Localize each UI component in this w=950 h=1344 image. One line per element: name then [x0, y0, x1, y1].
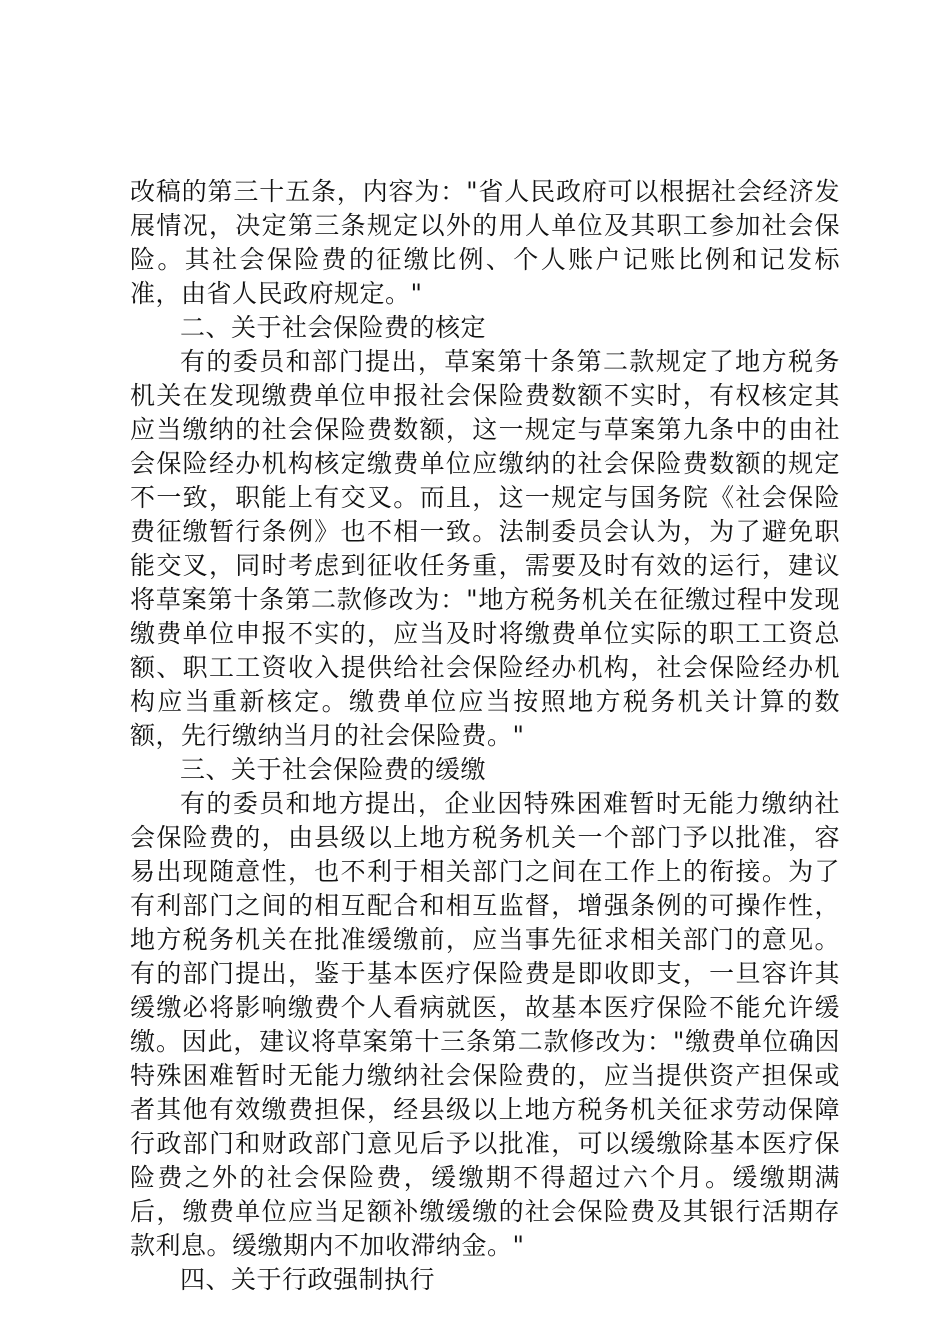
section-heading-3: 三、关于社会保险费的缓缴: [180, 755, 487, 784]
paragraph-continuation: 改稿的第三十五条，内容为："省人民政府可以根据社会经济发展情况，决定第三条规定以外的用人单位及其职工参加社会保险。其社会保险费的征缴比例、个人账户记账比例和记发标准，由省人民政府规定。": [130, 177, 840, 308]
section-heading-4: 四、关于行政强制执行: [180, 1265, 436, 1294]
paragraph-section-2: 有的委员和部门提出，草案第十条第二款规定了地方税务机关在发现缴费单位申报社会保险费数额不实时，有权核定其应当缴纳的社会保险费数额，这一规定与草案第九条中的由社会保险经办机构核定缴费单位应缴纳的社会保险费数额的规定不一致，职能上有交叉。而且，这一规定与国务院《社会保险费征缴暂行条例》也不相一致。法制委员会认为，为了避免职能交叉，同时考虑到征收任务重，需要及时有效的运行，建议将草案第十条第二款修改为："地方税务机关在征缴过程中发现缴费单位申报不实的，应当及时将缴费单位实际的职工工资总额、职工工资收入提供给社会保险经办机构，社会保险经办机构应当重新核定。缴费单位应当按照地方税务机关计算的数额，先行缴纳当月的社会保险费。": [130, 347, 840, 750]
section-heading-2: 二、关于社会保险费的核定: [180, 313, 487, 342]
paragraph-section-3: 有的委员和地方提出，企业因特殊困难暂时无能力缴纳社会保险费的，由县级以上地方税务机关一个部门予以批准，容易出现随意性，也不利于相关部门之间在工作上的衔接。为了有利部门之间的相互配合和相互监督，增强条例的可操作性，地方税务机关在批准缓缴前，应当事先征求相关部门的意见。有的部门提出，鉴于基本医疗保险费是即收即支，一旦容许其缓缴必将影响缴费个人看病就医，故基本医疗保险不能允许缓缴。因此，建议将草案第十三条第二款修改为："缴费单位确因特殊困难暂时无能力缴纳社会保险费的，应当提供资产担保或者其他有效缴费担保，经县级以上地方税务机关征求劳动保障行政部门和财政部门意见后予以批准，可以缓缴除基本医疗保险费之外的社会保险费，缓缴期不得超过六个月。缓缴期满后，缴费单位应当足额补缴缓缴的社会保险费及其银行活期存款利息。缓缴期内不加收滞纳金。": [130, 789, 840, 1260]
document-body: [130, 175, 840, 1297]
